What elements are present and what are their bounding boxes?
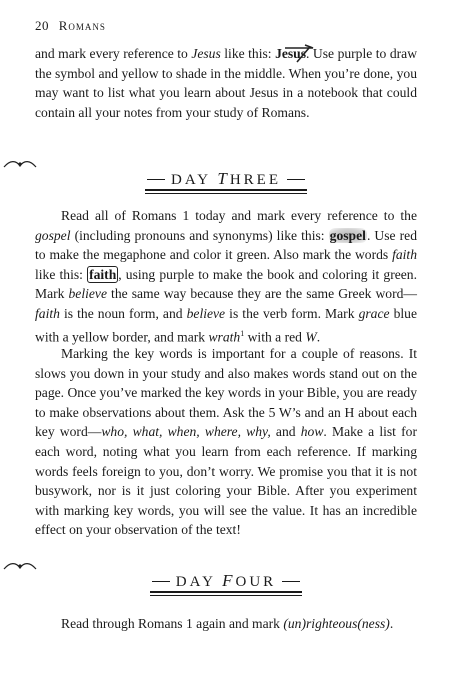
flourish-ornament-icon: [0, 560, 40, 572]
flourish-ornament-icon: [0, 158, 40, 170]
jesus-symbol-mark: Jesus: [275, 46, 306, 61]
day-three-paragraph-1: Read all of Romans 1 today and mark every reference to the gospel (including pronouns and synonyms) like this: gospel. Use red to make the megaphone and color it green. Also mark the words faith like this: faith , using purple to make the book and coloring it green. Mark believe the same way because they are the same Greek word—faith is the noun form, and believe is the verb form. Mark grace blue with a yellow border, and mark wrath$^1$ with a red W.: [35, 208, 418, 345]
book-title: Romans: [58, 18, 106, 33]
day-four-heading: DAY FOUR: [0, 560, 452, 593]
gospel-megaphone-mark: gospel: [329, 227, 366, 243]
cross-symbol-icon: [279, 42, 319, 64]
day-three-paragraph-2: Marking the key words is important for a couple of reasons. It slows you down in your study and also makes words stand out on the page. Once you’ve marked the key words in your Bible, you are ready to make observations about them. Ask the 5 W’s and an H about each key word—who, what, when, where, why, and how. Make a list for each word, noting what you learn from each reference. If marking words feels foreign to you, don’t worry. We promise you that it is not busywork, nor is it just coloring your Bible. After you experiment with marking key words, you will see the value. It has an incredible effect on your observation of the text!: [35, 346, 418, 538]
day-three-heading: DAY THREE: [0, 158, 452, 191]
footnote-marker[interactable]: 1: [240, 328, 245, 338]
day-four-paragraph-1: Read through Romans 1 again and mark (un)righteous(ness).: [61, 616, 394, 631]
page-number: 20: [35, 18, 49, 33]
faith-book-mark: faith: [89, 266, 117, 282]
running-head: [35, 18, 106, 34]
intro-paragraph: and mark every reference to Jesus like this: Jesus . Use purple to draw the symbol and yellow to shade in the middle. When you’re done, you may want to list what you learn about Jesus in a notebook that could contain all your notes from your study of Romans.: [35, 44, 417, 122]
